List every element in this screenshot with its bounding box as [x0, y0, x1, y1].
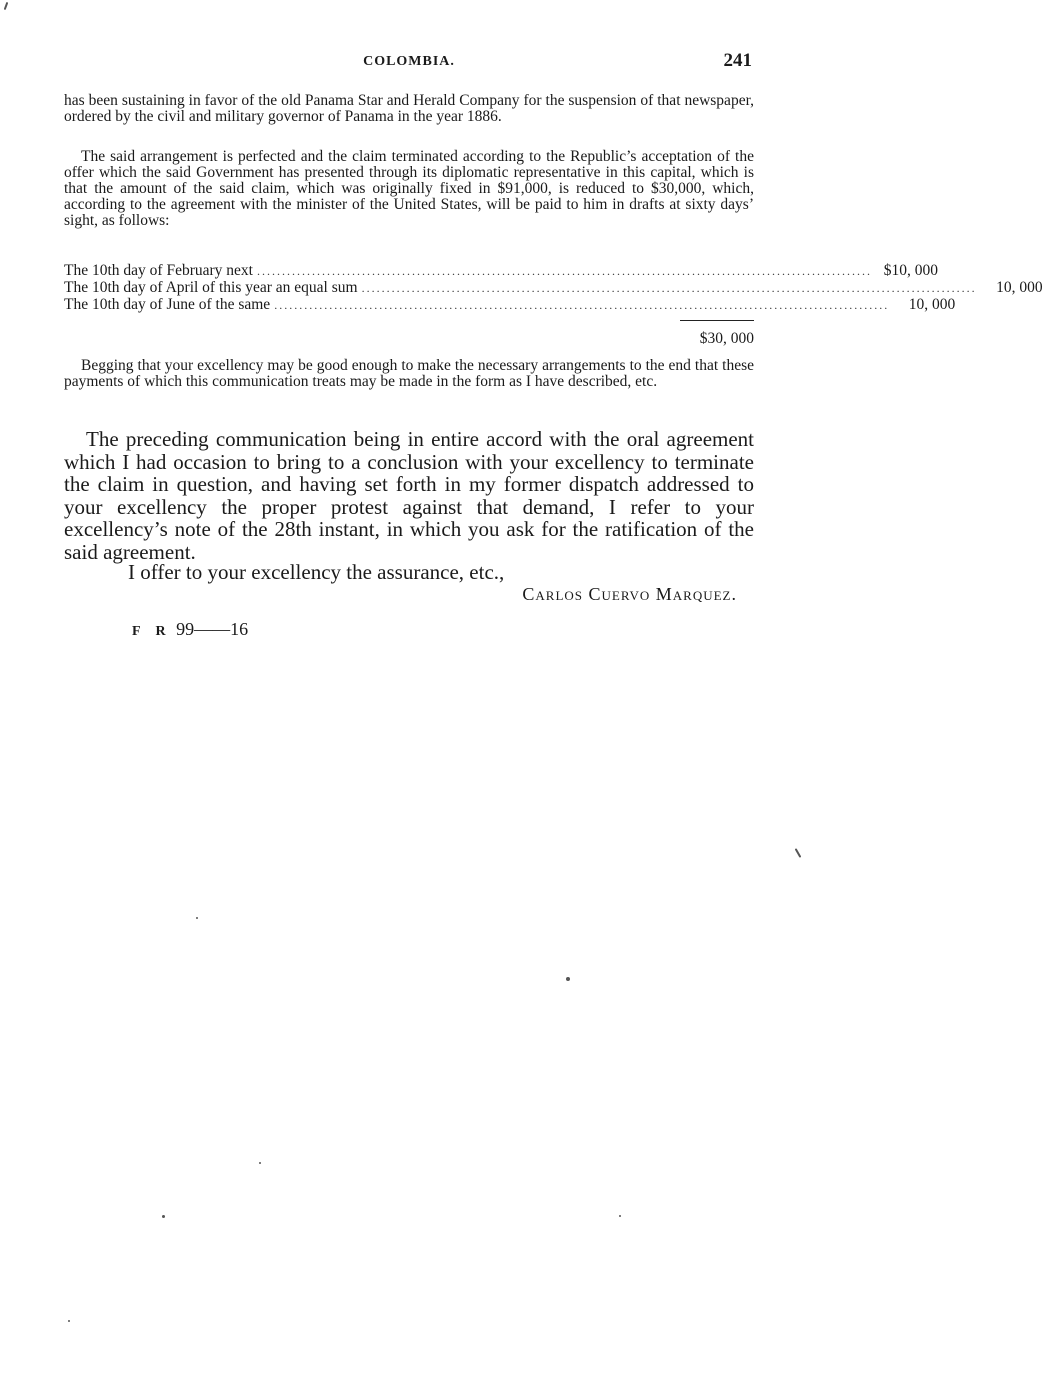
- paragraph-closing: I offer to your excellency the assurance, etc.,: [128, 560, 505, 584]
- running-title: COLOMBIA.: [363, 54, 455, 69]
- scan-speck: [566, 977, 570, 981]
- scan-speck: [196, 917, 198, 919]
- scan-speck: [4, 2, 9, 10]
- payment-amount: 10, 000: [996, 279, 1043, 296]
- signature-mark-number: 99——16: [176, 619, 249, 639]
- running-head: [64, 50, 754, 76]
- page-number: 241: [723, 50, 752, 71]
- payment-row: [64, 262, 938, 279]
- signature-mark-letters: F R: [132, 624, 172, 639]
- scan-speck: [68, 1320, 70, 1322]
- dot-leader: ...........................................................................................................................: [256, 264, 872, 278]
- payment-label: The 10th day of February next: [64, 262, 253, 279]
- scan-speck: [259, 1162, 261, 1164]
- scan-speck: [619, 1215, 621, 1217]
- dot-leader: ...........................................................................................................................: [361, 281, 977, 295]
- payment-amount: $10, 000: [883, 262, 938, 279]
- payment-label: The 10th day of April of this year an equal sum: [64, 279, 358, 296]
- printer-signature-mark: [132, 619, 248, 640]
- total-rule: [680, 320, 754, 321]
- payment-row: [64, 296, 956, 313]
- payment-row: [64, 279, 1043, 296]
- payment-label: The 10th day of June of the same: [64, 296, 271, 313]
- paragraph-arrangement: The said arrangement is perfected and the claim terminated according to the Republic’s acceptation of the offer which the said Government has presented through its diplomatic representative in this capital, which is that the amount of the said claim, which was originally fixed in $91,000, is reduced to $30,000, which, according to the agreement with the minister of the United States, will be paid to him in drafts at sixty days’ sight, as follows:: [64, 148, 754, 229]
- paragraph-request: Begging that your excellency may be good enough to make the necessary arrangements to the end that these payments of which this communication treats may be made in the form as I have described, etc.: [64, 357, 754, 390]
- payment-schedule: [64, 262, 1043, 347]
- dot-leader: ...........................................................................................................................: [274, 298, 890, 312]
- paragraph-claim-context: has been sustaining in favor of the old Panama Star and Herald Company for the suspension of that newspaper, ordered by the civil and military governor of Panama in the year 1886.: [64, 92, 754, 125]
- signature: Carlos Cuervo Marquez.: [522, 584, 737, 604]
- scan-speck: [795, 848, 802, 858]
- scan-speck: [162, 1215, 165, 1218]
- payment-total: $30, 000: [699, 330, 754, 347]
- paragraph-reply: The preceding communication being in entire accord with the oral agreement which I had occasion to bring to a conclusion with your excellency to terminate the claim in question, and having set forth in my former dispatch addressed to your excellency the proper protest against that demand, I refer to your excellency’s note of the 28th instant, in which you ask for the ratification of the said agreement.: [64, 427, 754, 564]
- payment-amount: 10, 000: [908, 296, 956, 313]
